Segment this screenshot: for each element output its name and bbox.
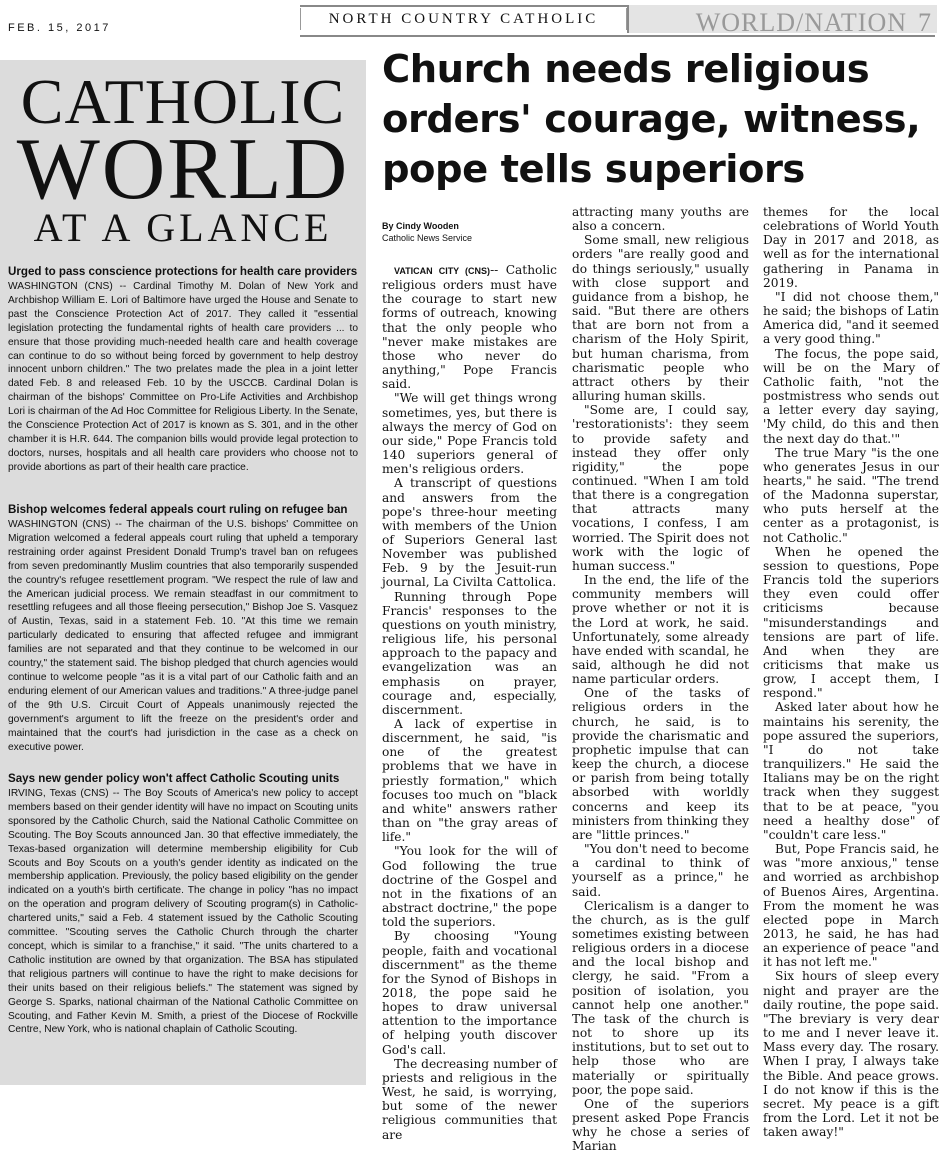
- article-paragraph: "We will get things wrong sometimes, yes, but there is always the mercy of God on our side," Pope Francis told 140 superiors general of men's religious orders.: [382, 391, 557, 477]
- article-paragraph: A transcript of questions and answers from the pope's three-hour meeting with members of the Union of Superiors General last November was published Feb. 9 by the Jesuit-run journal, La Civilta Cattolica.: [382, 476, 557, 590]
- article-paragraph: Clericalism is a danger to the church, as is the gulf sometimes existing between religious orders in a diocese and the local bishop and clergy, he said. "From a position of isolation, you cannot help one another." The task of the church is not to shore up its institutions, but to set out to help those who are materially or spiritually poor, the pope said.: [572, 898, 749, 1097]
- article-paragraph: A lack of expertise in discernment, he said, "is one of the greatest problems that we have in priestly formation," which focuses too much on "black and white" answers rather than on "the gray areas of life.": [382, 717, 557, 845]
- sidebar-title-line1: CATHOLIC: [20, 66, 346, 137]
- paragraph-text: -- Catholic religious orders must have the courage to start new forms of outreach, knowing that the only people who "never make mistakes are those who never do anything," Pope Francis said.: [382, 263, 557, 392]
- brief-headline: Urged to pass conscience protections for health care providers: [8, 265, 358, 278]
- article-column-2: [572, 205, 749, 1153]
- article-paragraph: Some small, new religious orders "are really good and do things seriously," usually with close support and guidance from a bishop, he said. "But there are others that are born not from a charism of the Holy Spirit, but human charisma, from charismatic people who attract others by their alluring human skills.: [572, 233, 749, 404]
- news-brief: [8, 265, 358, 475]
- newspaper-name: NORTH COUNTRY CATHOLIC: [300, 8, 627, 30]
- brief-body: IRVING, Texas (CNS) -- The Boy Scouts of America's new policy to accept members based on their gender identity will have no impact on Scouting units sponsored by the Catholic Church, said the National Catholic Committee on Scouting. The Boy Scouts announced Jan. 30 that effective immediately, the Texas-based organization will determine membership eligibility for Cub Scouts and Boy Scouts on a youth's gender identity as indicated on the membership application. Previously, the policy based eligibility on the gender indicated on a youth's birth certificate. The change in policy "has no impact on the operation and program delivery of Scouting program(s) in Catholic-chartered units," said a Feb. 4 statement issued by the Catholic Scouting committee. "Scouting serves the Catholic Church through the charter concept, which is similar to a franchise," it said. "The units chartered to a Catholic institution are owned by that organization. The BSA has stipulated that religious partners will continue to have the right to make decisions for their units based on their religious beliefs." The statement was signed by George S. Sparks, national chairman of the National Catholic Committee on Scouting, and Father Kevin M. Smith, a priest of the Diocese of Rockville Centre, New York, who is national chaplain of Catholic Scouting.: [8, 788, 358, 1036]
- article-paragraph: One of the tasks of religious orders in the church, he said, is to provide the charismatic and prophetic impulse that can keep the church, a diocese or parish from being totally absorbed with worldly concerns and keep its ministers from thinking they are "little princes.": [572, 686, 749, 842]
- article-paragraph: Running through Pope Francis' responses to the questions on youth ministry, religious life, his personal approach to the papacy and evangelization was an emphasis on prayer, courage and, especially, discernment.: [382, 589, 557, 717]
- article-paragraph: "You look for the will of God following the true doctrine of the Gospel and not in the fixations of an abstract doctrine," the pope told the superiors.: [382, 844, 557, 930]
- section-label: WORLD/NATION: [695, 8, 907, 37]
- dateline: VATICAN CITY (CNS): [394, 266, 491, 276]
- article-column-1: [382, 263, 557, 1142]
- byline-organization: Catholic News Service: [382, 233, 473, 243]
- article-paragraph: In the end, the life of the community members will prove whether or not it is the Lord at work, he said. Unfortunately, some already have ended with scandal, he said, although he did not name particular orders.: [572, 573, 749, 687]
- article-column-3: [763, 205, 939, 1139]
- article-paragraph: Asked later about how he maintains his serenity, the pope assured the superiors, "I do not take tranquilizers." He said the Italians may be on the right track when they suggest that to be at peace, "you need a healthy dose" of "couldn't care less.": [763, 700, 939, 842]
- article-paragraph: When he opened the session to questions, Pope Francis told the superiors they even could offer criticisms because "misunderstandings and tensions are part of life. And when they are criticisms that make us grow, I accept them, I respond.": [763, 544, 939, 701]
- article-paragraph: The true Mary "is the one who generates Jesus in our hearts," he said. "The trend of the Madonna superstar, who puts herself at the center as a protagonist, is not Catholic.": [763, 445, 939, 545]
- article-paragraph: "You don't need to become a cardinal to think of yourself as a prince," he said.: [572, 842, 749, 899]
- article-paragraph: [382, 263, 557, 391]
- sidebar-title-line2: WORLD: [16, 121, 350, 218]
- article-paragraph: themes for the local celebrations of World Youth Day in 2017 and 2018, as well as for the international gathering in Panama in 2019.: [763, 205, 939, 290]
- article-paragraph: By choosing "Young people, faith and vocational discernment" as the theme for the Synod of Bishops in 2018, the pope said he hopes to draw universal attention to the importance of helping youth discover God's call.: [382, 929, 557, 1057]
- brief-body: WASHINGTON (CNS) -- Cardinal Timothy M. Dolan of New York and Archbishop William E. Lori of Baltimore have urged the House and Senate to past the Conscience Protection Act of 2017. They called it "essential legislation protecting the fundamental rights of health care providers ... to ensure that those providing much-needed health care and health coverage can continue to do so without being forced by government to help destroy innocent unborn children." The two prelates made the plea in a joint letter dated Feb. 8 and released Feb. 10 by the USCCB. Cardinal Dolan is chairman of the bishops' Committee on Pro-Life Activities and Archbishop Lori is chairman of the Ad Hoc Committee for Religious Liberty. In the Senate, the Conscience Protection Act of 2017 is known as S. 301, and in the other chamber it is H.R. 644. The companion bills would provide legal protection to doctors, nurses, hospitals and all health care providers who choose not to provide abortions as part of their health care practice.: [8, 281, 358, 473]
- page-number: 7: [918, 8, 931, 37]
- issue-date: FEB. 15, 2017: [8, 22, 111, 34]
- article-paragraph: One of the superiors present asked Pope Francis why he chose a series of Marian: [572, 1096, 749, 1153]
- news-brief: [8, 503, 358, 754]
- brief-body: WASHINGTON (CNS) -- The chairman of the U.S. bishops' Committee on Migration welcomed a federal appeals court ruling that upheld a temporary restraining order against President Donald Trump's travel ban on refugees from seven predominantly Muslim countries that also temporarily suspended the country's refugee resettlement program. "We respect the rule of law and the American judicial process. We remain steadfast in our commitment to resettling refugees and all those fleeing persecution," Bishop Joe S. Vasquez of Austin, Texas, said in a statement Feb. 10. "At this time we remain particularly dedicated to ensuring that affected refugee and immigrant families are not separated and that they continue to be welcomed in our country," the statement said. The bishop pledged that church agencies would continue to welcome people "as it is a vital part of our Catholic faith and an enduring element of our American values and traditions." A three-judge panel of the 9th U.S. Circuit Court of Appeals unanimously rejected the government's argument to lift the freeze on the president's order and maintained that the court's had jurisdiction in the case as a check on executive power.: [8, 519, 358, 753]
- article-paragraph: The focus, the pope said, will be on the Mary of Catholic faith, "not the postmistress who sends out a letter every day saying, 'My child, do this and then the next day do that.'": [763, 346, 939, 446]
- byline-author: By Cindy Wooden: [382, 221, 459, 231]
- article-paragraph: attracting many youths are also a concern.: [572, 205, 749, 234]
- news-brief: [8, 772, 358, 1037]
- article-paragraph: Six hours of sleep every night and prayer are the daily routine, the pope said. "The breviary is very dear to me and I never leave it. Mass every day. The rosary. When I pray, I always take the Bible. And peace grows. I do not know if this is the secret. My peace is a gift from the Lord. Let it not be taken away!": [763, 969, 939, 1140]
- article-paragraph: The decreasing number of priests and religious in the West, he said, is worrying, but some of the newer religious communities that are: [382, 1056, 557, 1142]
- brief-headline: Bishop welcomes federal appeals court ruling on refugee ban: [8, 503, 348, 516]
- sidebar-title-line3: AT A GLANCE: [33, 205, 333, 250]
- section-banner: [627, 5, 937, 37]
- article-headline: Church needs religious orders' courage, witness, pope tells superiors: [382, 47, 921, 192]
- byline: [382, 220, 472, 244]
- brief-headline: Says new gender policy won't affect Catholic Scouting units: [8, 772, 340, 785]
- article-paragraph: "I did not choose them," he said; the bishops of Latin America did, "and it seemed a very good thing.": [763, 289, 939, 347]
- article-paragraph: "Some are, I could say, 'restorationists': they seem to provide safety and instead they offer only rigidity," the pope continued. "When I am told that there is a congregation that attracts many vocations, I confess, I am worried. The Spirit does not work with the logic of human success.": [572, 403, 749, 573]
- article-paragraph: But, Pope Francis said, he was "more anxious," tense and worried as archbishop of Buenos Aires, Argentina. From the moment he was elected pope in March 2013, he said, he has had an experience of peace "and it has not left me.": [763, 842, 939, 970]
